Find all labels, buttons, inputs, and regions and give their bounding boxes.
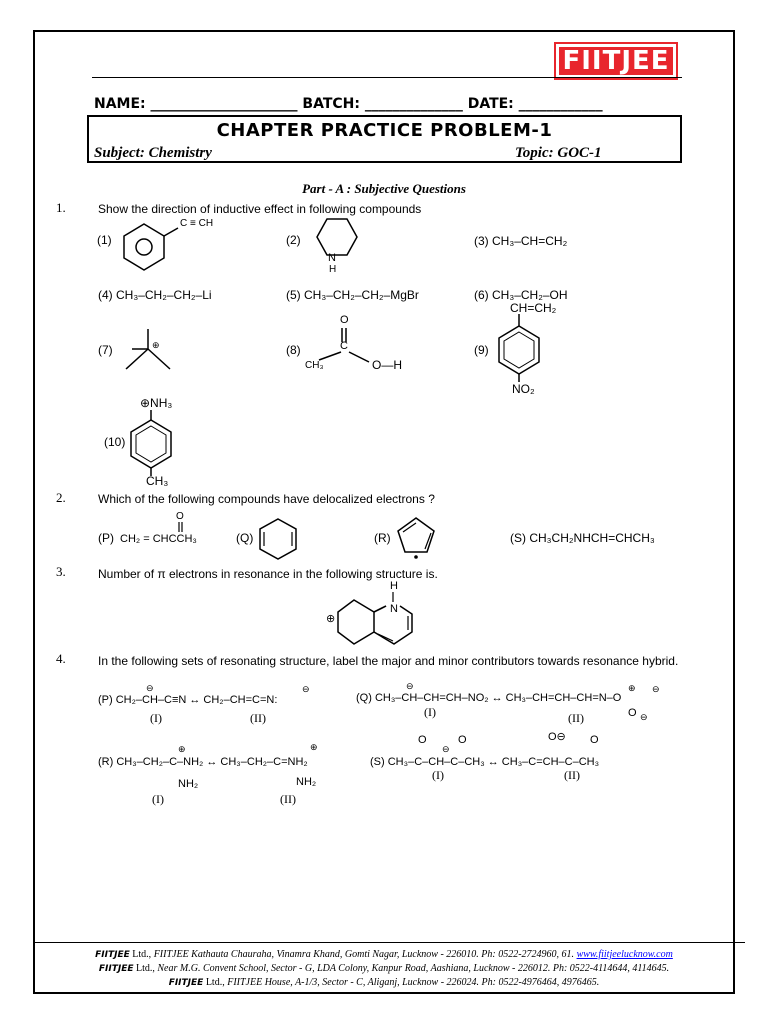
oxyanion: O⊖	[548, 731, 566, 743]
nitrostyrene-ring	[496, 312, 546, 384]
negative-charge: ⊖	[302, 684, 310, 694]
negative-charge: ⊖	[442, 744, 450, 754]
item-label: (10)	[104, 435, 126, 449]
option-label: (P)	[98, 531, 114, 545]
question-number: 1.	[56, 200, 66, 215]
oxygen-atom: O	[418, 734, 427, 746]
positive-charge: ⊕	[628, 683, 636, 693]
question-number: 4.	[56, 651, 66, 666]
oxygen-atom: O	[590, 734, 599, 746]
item-label: (7)	[98, 343, 113, 357]
alkyne-label: C ≡ CH	[180, 218, 214, 229]
oxygen-atom: O	[340, 314, 349, 326]
negative-charge: ⊖	[652, 684, 660, 694]
negative-charge: ⊖	[406, 681, 414, 691]
item-label: (2)	[286, 233, 301, 247]
structure-label: (II)	[250, 711, 266, 725]
website-link[interactable]: www.fiitjeelucknow.com	[576, 949, 673, 960]
positive-charge: ⊕	[178, 744, 186, 754]
footer-address-1	[33, 949, 735, 960]
resonance-s: (S) CH₃–C–CH–C–CH₃ ↔ CH₃–C=CH–C–CH₃	[370, 756, 600, 768]
hydrogen-atom: H	[390, 580, 398, 592]
page-title: CHAPTER PRACTICE PROBLEM-1	[216, 120, 553, 141]
hydrogen-atom: H	[329, 264, 337, 275]
resonance-r: (R) CH₃–CH₂–C–NH₂ ↔ CH₃–CH₂–C=NH₂	[98, 756, 308, 768]
item-grignard: (5) CH₃–CH₂–CH₂–MgBr	[286, 288, 419, 302]
option-label: (Q)	[236, 531, 254, 545]
structure-label: (II)	[568, 711, 584, 725]
positive-charge: ⊕	[152, 340, 160, 350]
footer-address-2	[33, 963, 735, 974]
question-text: Number of π electrons in resonance in the following structure is.	[98, 567, 438, 581]
methyl-group: CH₃	[305, 360, 324, 371]
footer-brand: FIITJEE	[98, 964, 134, 974]
amino-group: NH₂	[296, 776, 317, 788]
student-fields: NAME: _____________________ BATCH: ______________ DATE: ____________	[94, 96, 603, 112]
cyclohexadiene-structure	[258, 517, 300, 563]
cyclopentadienyl-structure	[396, 516, 438, 560]
question-number: 2.	[56, 490, 66, 505]
question-text: In the following sets of resonating structure, label the major and minor contributors towards resonance hybrid.	[98, 654, 679, 668]
title-box	[87, 115, 682, 163]
structure-label: (I)	[150, 711, 162, 725]
resonance-p: (P) CH₂–CH–C≡N ↔ CH₂–CH=C=N:	[98, 694, 278, 706]
nitrogen-atom: N	[390, 603, 398, 615]
oxygen-atom: O	[628, 707, 637, 719]
nitrogen-atom: N	[328, 252, 336, 264]
amino-group: NH₂	[178, 778, 199, 790]
option-formula: CH₂ = CHCCH₃	[120, 533, 197, 545]
subject-label: Subject: Chemistry	[94, 145, 212, 161]
methyl-group: CH₃	[146, 474, 169, 488]
footer-brand: FIITJEE	[168, 978, 204, 988]
structure-label: (I)	[432, 768, 444, 782]
ammonium-group: ⊕NH₃	[140, 396, 173, 410]
footer-rule	[33, 942, 745, 943]
oxygen-atom: O	[458, 734, 467, 746]
part-heading: Part - A : Subjective Questions	[302, 181, 466, 196]
bicyclic-structure	[336, 590, 426, 648]
question-number: 3.	[56, 564, 66, 579]
structure-label: (II)	[564, 768, 580, 782]
item-label: (1)	[97, 233, 112, 247]
positive-charge: ⊕	[326, 613, 336, 625]
positive-charge: ⊕	[310, 742, 318, 752]
footer-text: Near M.G. Convent School, Sector - G, LDA Colony, Kanpur Road, Aashiana, Lucknow - 226012. Ph: 0522-4114644, 4114645.	[157, 963, 670, 974]
footer-brand: FIITJEE	[95, 950, 130, 960]
option-s: (S) CH₃CH₂NHCH=CHCH₃	[510, 531, 655, 545]
page-border	[33, 30, 735, 994]
header-rule	[92, 77, 682, 78]
item-label: (8)	[286, 343, 301, 357]
footer-ltd: Ltd.,	[203, 977, 228, 988]
item-propene: (3) CH₃–CH=CH₂	[474, 234, 568, 248]
item-ethanol: (6) CH₃–CH₂–OH	[474, 288, 568, 302]
footer-ltd: Ltd.,	[133, 963, 158, 974]
option-label: (R)	[374, 531, 391, 545]
item-propyl-lithium: (4) CH₃–CH₂–CH₂–Li	[98, 288, 212, 302]
topic-label: Topic: GOC-1	[515, 145, 602, 161]
footer-address-3	[33, 977, 735, 988]
question-text: Show the direction of inductive effect in following compounds	[98, 202, 422, 216]
structure-label: (I)	[152, 792, 164, 806]
vinyl-group: CH=CH₂	[510, 301, 557, 315]
footer-ltd: Ltd.,	[129, 949, 154, 960]
tert-butyl-cation-structure	[118, 325, 178, 375]
resonance-q: (Q) CH₃–CH–CH=CH–NO₂ ↔ CH₃–CH=CH–CH=N–O	[356, 692, 622, 704]
nitro-group: NO₂	[512, 382, 535, 396]
oxygen-atom: O	[176, 511, 184, 522]
hydroxyl-group: O—H	[372, 358, 402, 372]
toluidinium-ring	[128, 408, 178, 480]
negative-charge: ⊖	[640, 712, 648, 722]
structure-label: (II)	[280, 792, 296, 806]
item-label: (9)	[474, 343, 489, 357]
footer-text: FIITJEE Kathauta Chauraha, Vinamra Khand, Gomti Nagar, Lucknow - 226010. Ph: 0522-2724960, 61.	[153, 949, 577, 960]
structure-label: (I)	[424, 705, 436, 719]
question-text: Which of the following compounds have delocalized electrons ?	[98, 492, 435, 506]
carbon-atom: C	[340, 340, 348, 352]
fiitjee-logo: FIITJEE	[556, 44, 676, 78]
negative-charge: ⊖	[146, 683, 154, 693]
footer-text: FIITJEE House, A-1/3, Sector - C, Aliganj, Lucknow - 226024. Ph: 0522-4976464, 4976465.	[227, 977, 600, 988]
